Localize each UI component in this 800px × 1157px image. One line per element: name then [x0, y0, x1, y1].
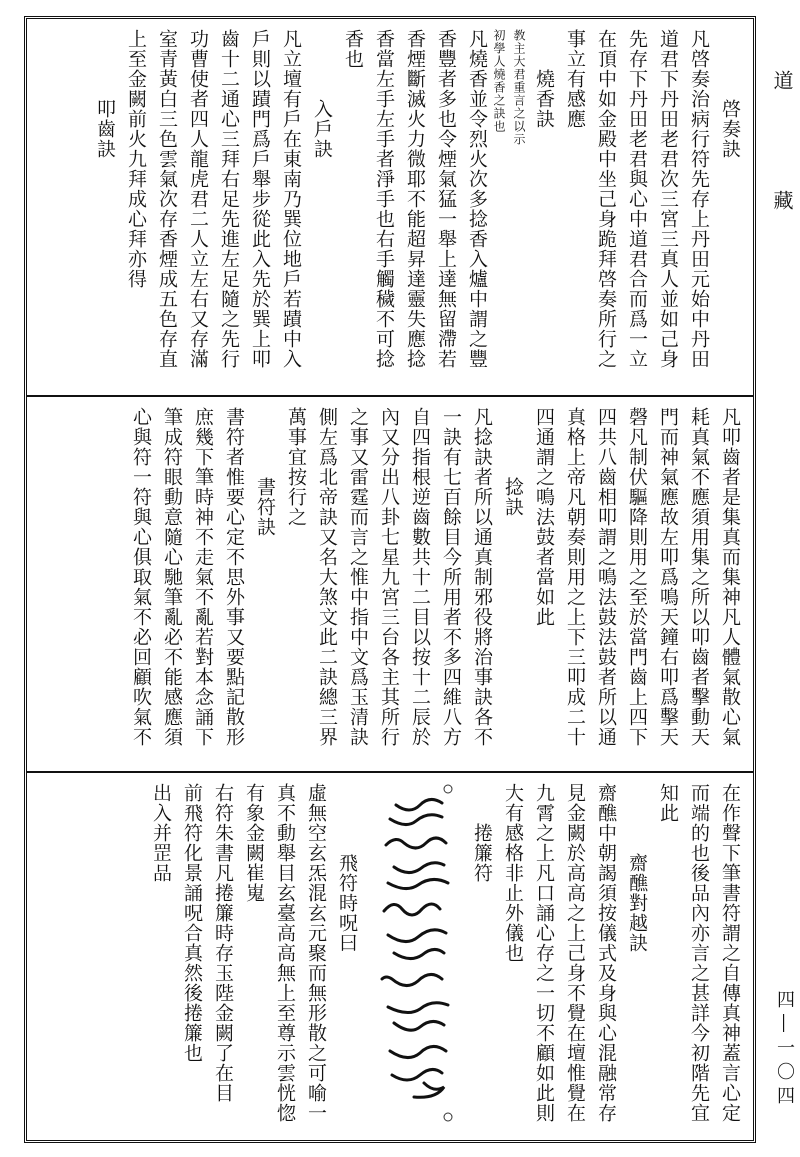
text-column: 香豐者多也令煙氣猛一舉上達無留滯若 — [435, 29, 457, 369]
text-column: 香也 — [342, 29, 364, 69]
section-heading: 啓奏訣 — [719, 99, 741, 159]
text-column: 書符者惟要心定不思外事又要點記散形 — [223, 407, 245, 747]
text-column: 九霄之上凡口誦心存之一切不顧如此則 — [533, 783, 555, 1123]
section-heading: 入戶訣 — [311, 99, 333, 159]
text-column: 筆成符眼動意隨心馳筆亂必不能感應須 — [161, 407, 183, 747]
text-column: 先存下丹田老君與心中道君合而爲一立 — [626, 29, 648, 369]
page-frame — [24, 16, 756, 1143]
text-column: 側左爲北帝訣又名大煞文此二訣總三界 — [316, 407, 338, 747]
text-column: 磬凡制伏驅降則用之至於當門齒上四下 — [626, 407, 648, 747]
text-column: 事立有感應 — [564, 29, 586, 129]
text-column: 心與符一符與心俱取氣不必回顧吹氣不 — [130, 407, 152, 747]
text-column: 真格上帝凡朝奏則用之上下三叩成二十 — [564, 407, 586, 747]
talisman-figure — [364, 783, 464, 1134]
text-column: 知此 — [657, 783, 679, 823]
text-column: 有象金闕崔嵬 — [243, 783, 265, 903]
text-column: 右符朱書凡捲簾時存玉陛金闕了在目 — [212, 783, 234, 1103]
panel-middle — [27, 395, 753, 771]
text-column: 萬事宜按行之 — [285, 407, 307, 527]
text-column: 庶幾下筆時神不走氣不亂若對本念誦下 — [192, 407, 214, 747]
text-column: 出入并罡品 — [150, 783, 172, 883]
text-column: 功曹使者四人龍虎君二人立左右又存滿 — [187, 29, 209, 369]
text-column: 齒十二通心三拜右足先進左足隨之先行 — [218, 29, 240, 369]
text-column: 見金闕於高高之上己身不覺在壇惟覺在 — [564, 783, 586, 1123]
text-column: 自四指根逆齒數共十二目以按十二辰於 — [409, 407, 431, 747]
panel-top — [27, 19, 753, 395]
section-heading: 燒香訣 — [533, 69, 555, 129]
panel-bottom — [27, 771, 753, 1140]
text-column: 在頂中如金殿中坐己身跪拜啓奏所行之 — [595, 29, 617, 369]
text-column: 戶則以蹟門爲戶舉步從此入先於巽上叩 — [249, 29, 271, 369]
text-column: 凡燒香並令烈火次多捻香入爐中謂之豐 — [466, 29, 488, 369]
text-column: 四通謂之鳴法鼓者當如此 — [533, 407, 555, 627]
collection-title: 道 藏 — [770, 70, 794, 250]
juanlian-talisman-glyph — [364, 783, 464, 1123]
annotation-note: 初學人燒香之訣也 — [492, 29, 506, 133]
text-column: 室青黃白三色雲氣次存香煙成五色存直 — [156, 29, 178, 369]
page-number: 四―一〇四 — [774, 990, 795, 1110]
panel-bottom-right-text — [468, 783, 743, 1134]
text-column: 前飛符化景誦呪合真然後捲簾也 — [181, 783, 203, 1063]
text-column: 耗真氣不應須用集之所以叩齒者擊動天 — [688, 407, 710, 747]
text-column: 道君下丹田老君次三宮三真人並如己身 — [657, 29, 679, 369]
text-column: 而端的也後品內亦言之甚詳今初階先宜 — [688, 783, 710, 1123]
text-column: 虛無空玄炁混玄元聚而無形散之可喻一 — [305, 783, 327, 1123]
text-column: 香煙斷滅火力微耶不能超昇達靈失應捻 — [404, 29, 426, 369]
text-column: 四共八齒相叩謂之鳴法鼓法鼓者所以通 — [595, 407, 617, 747]
text-column: 一訣有七百餘目今所用者不多四維八方 — [440, 407, 462, 747]
text-column: 大有感格非止外儀也 — [502, 783, 524, 963]
section-heading: 書符訣 — [254, 477, 276, 537]
text-column: 凡捻訣者所以通真制邪役將治事訣各不 — [471, 407, 493, 747]
section-heading: 齋醮對越訣 — [626, 853, 648, 953]
text-column: 門而神氣應故左叩爲鳴天鐘右叩爲擊天 — [657, 407, 679, 747]
text-column: 在作聲下筆書符謂之自傳真神蓋言心定 — [719, 783, 741, 1123]
annotation-note: 教主大君重言之以示 — [512, 29, 526, 146]
text-column: 之事又雷霆而言之惟中指中文爲玉清訣 — [347, 407, 369, 747]
text-column: 香當左手左手者淨手也右手觸穢不可捻 — [373, 29, 395, 369]
text-column: 凡立壇有戶在東南乃巽位地戶若蹟中入 — [280, 29, 302, 369]
section-heading: 叩齒訣 — [94, 99, 116, 159]
section-heading: 捲簾符 — [471, 823, 493, 883]
text-column: 真不動舉目玄臺高高無上至尊示雲恍惚 — [274, 783, 296, 1123]
text-column: 凡叩齒者是集真而集神凡人體氣散心氣 — [719, 407, 741, 747]
text-column: 上至金闕前火九拜成心拜亦得 — [125, 29, 147, 289]
section-heading: 飛符時呪曰 — [336, 853, 358, 953]
text-column: 凡啓奏治病行符先存上丹田元始中丹田 — [688, 29, 710, 369]
section-heading: 捻訣 — [502, 477, 524, 517]
text-column: 齋醮中朝謁須按儀式及身與心混融常存 — [595, 783, 617, 1123]
panel-bottom-left-text — [147, 783, 360, 1134]
text-column: 內又分出八卦七星九宮三台各主其所行 — [378, 407, 400, 747]
